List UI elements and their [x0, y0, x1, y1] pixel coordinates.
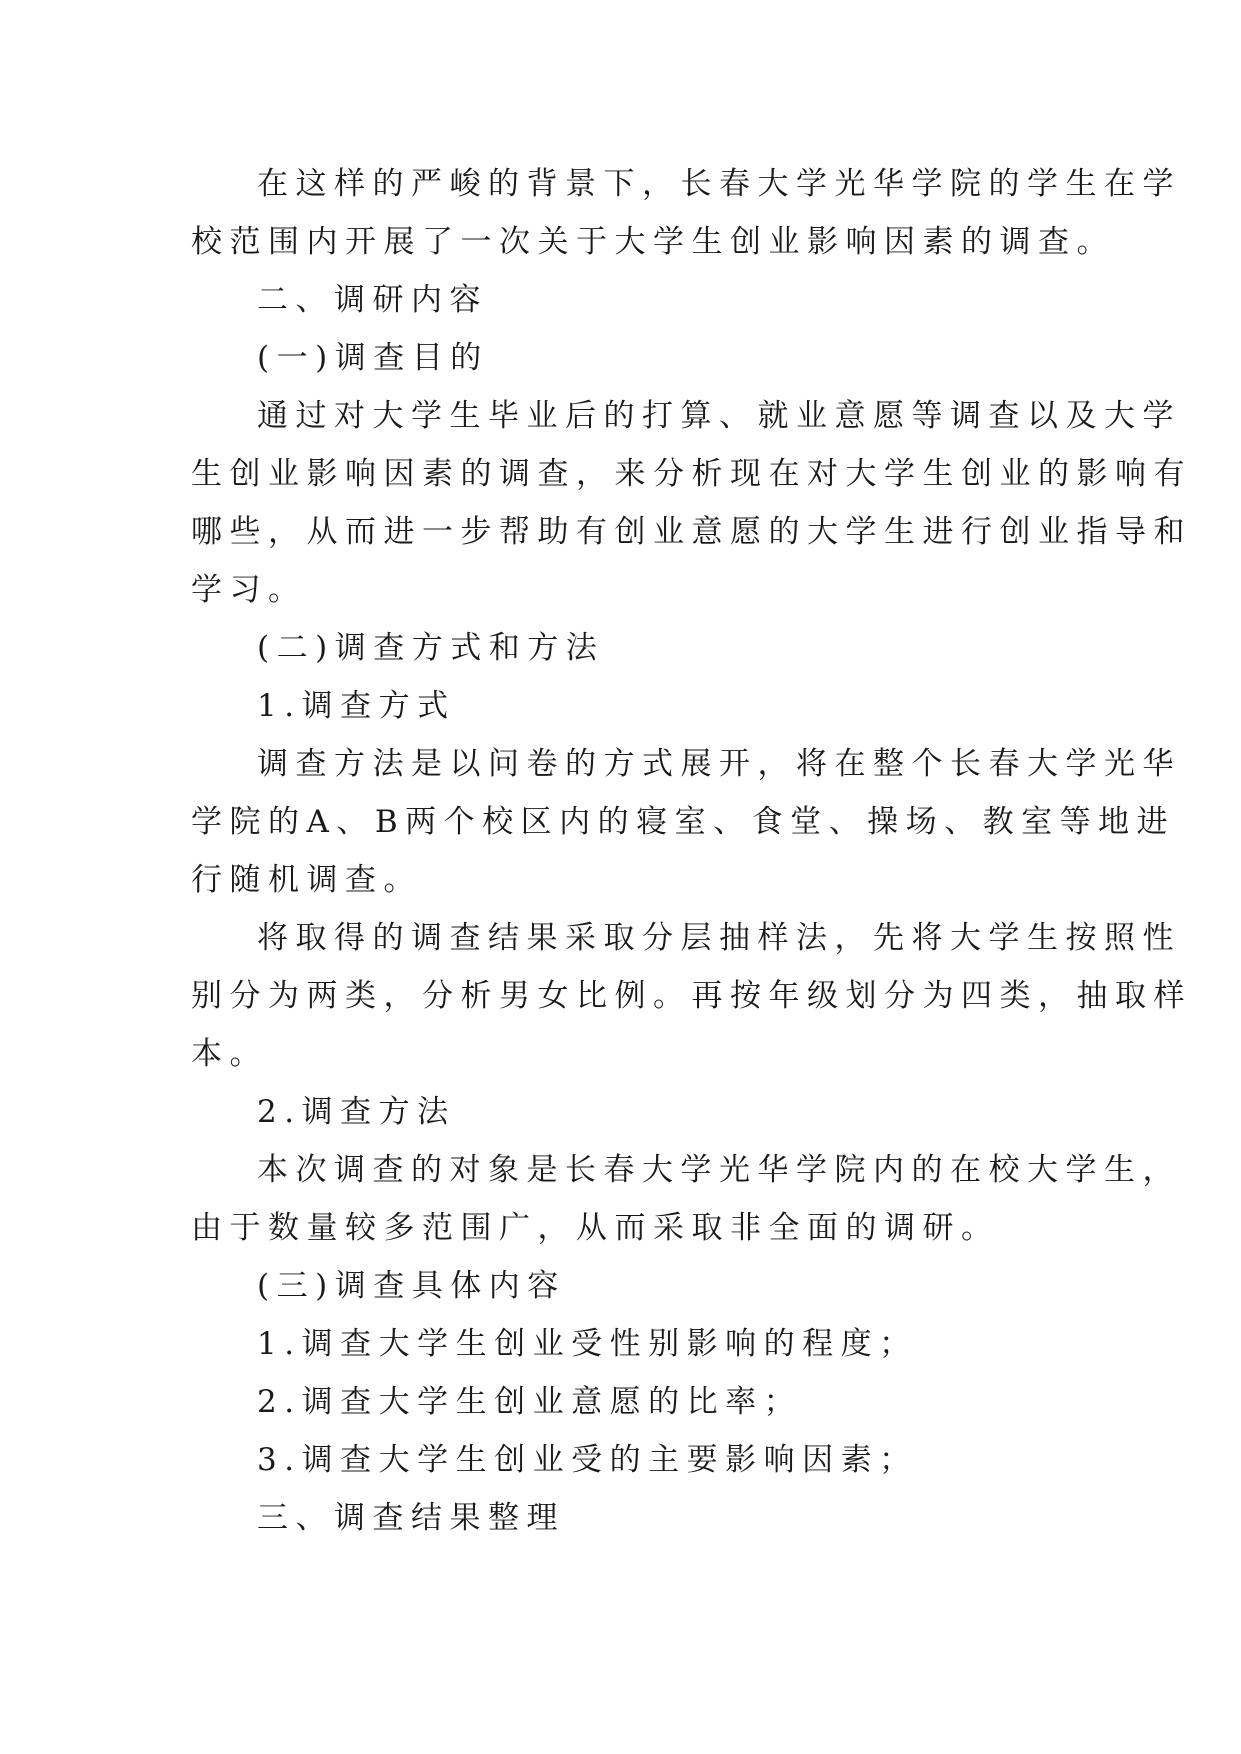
paragraph-line: 学习。: [191, 572, 307, 608]
list-item: 3.调查大学生创业受的主要影响因素；: [257, 1442, 918, 1478]
section-heading: 三、调查结果整理: [257, 1500, 565, 1536]
paragraph-line: 通过对大学生毕业后的打算、就业意愿等调查以及大学: [257, 398, 1181, 434]
paragraph-line: 别分为两类，分析男女比例。再按年级划分为四类，抽取样: [191, 978, 1192, 1014]
list-item: 1.调查大学生创业受性别影响的程度；: [257, 1326, 918, 1362]
paragraph-line: 行随机调查。: [191, 862, 422, 898]
paragraph-line: 将取得的调查结果采取分层抽样法，先将大学生按照性: [257, 920, 1181, 956]
subsection-heading: (三)调查具体内容: [257, 1268, 566, 1304]
section-heading: 二、调研内容: [257, 282, 488, 318]
subsection-heading: (二)调查方式和方法: [257, 630, 605, 666]
list-item: 2.调查大学生创业意愿的比率；: [257, 1384, 803, 1420]
paragraph-line: 本次调查的对象是长春大学光华学院内的在校大学生，: [257, 1152, 1181, 1188]
item-heading: 1.调查方式: [257, 688, 456, 724]
document-page: [191, 155, 1192, 1547]
subsection-heading: (一)调查目的: [257, 340, 489, 376]
paragraph-line: 由于数量较多范围广，从而采取非全面的调研。: [191, 1210, 1000, 1246]
paragraph-line: 本。: [191, 1036, 268, 1072]
paragraph-line: 调查方法是以问卷的方式展开，将在整个长春大学光华: [257, 746, 1181, 782]
paragraph-line: 校范围内开展了一次关于大学生创业影响因素的调查。: [191, 224, 1115, 260]
paragraph-line: 学院的A、B两个校区内的寝室、食堂、操场、教室等地进: [191, 804, 1176, 840]
item-heading: 2.调查方法: [257, 1094, 456, 1130]
paragraph-line: 在这样的严峻的背景下，长春大学光华学院的学生在学: [257, 166, 1181, 202]
paragraph-line: 哪些，从而进一步帮助有创业意愿的大学生进行创业指导和: [191, 514, 1192, 550]
paragraph-line: 生创业影响因素的调查，来分析现在对大学生创业的影响有: [191, 456, 1192, 492]
